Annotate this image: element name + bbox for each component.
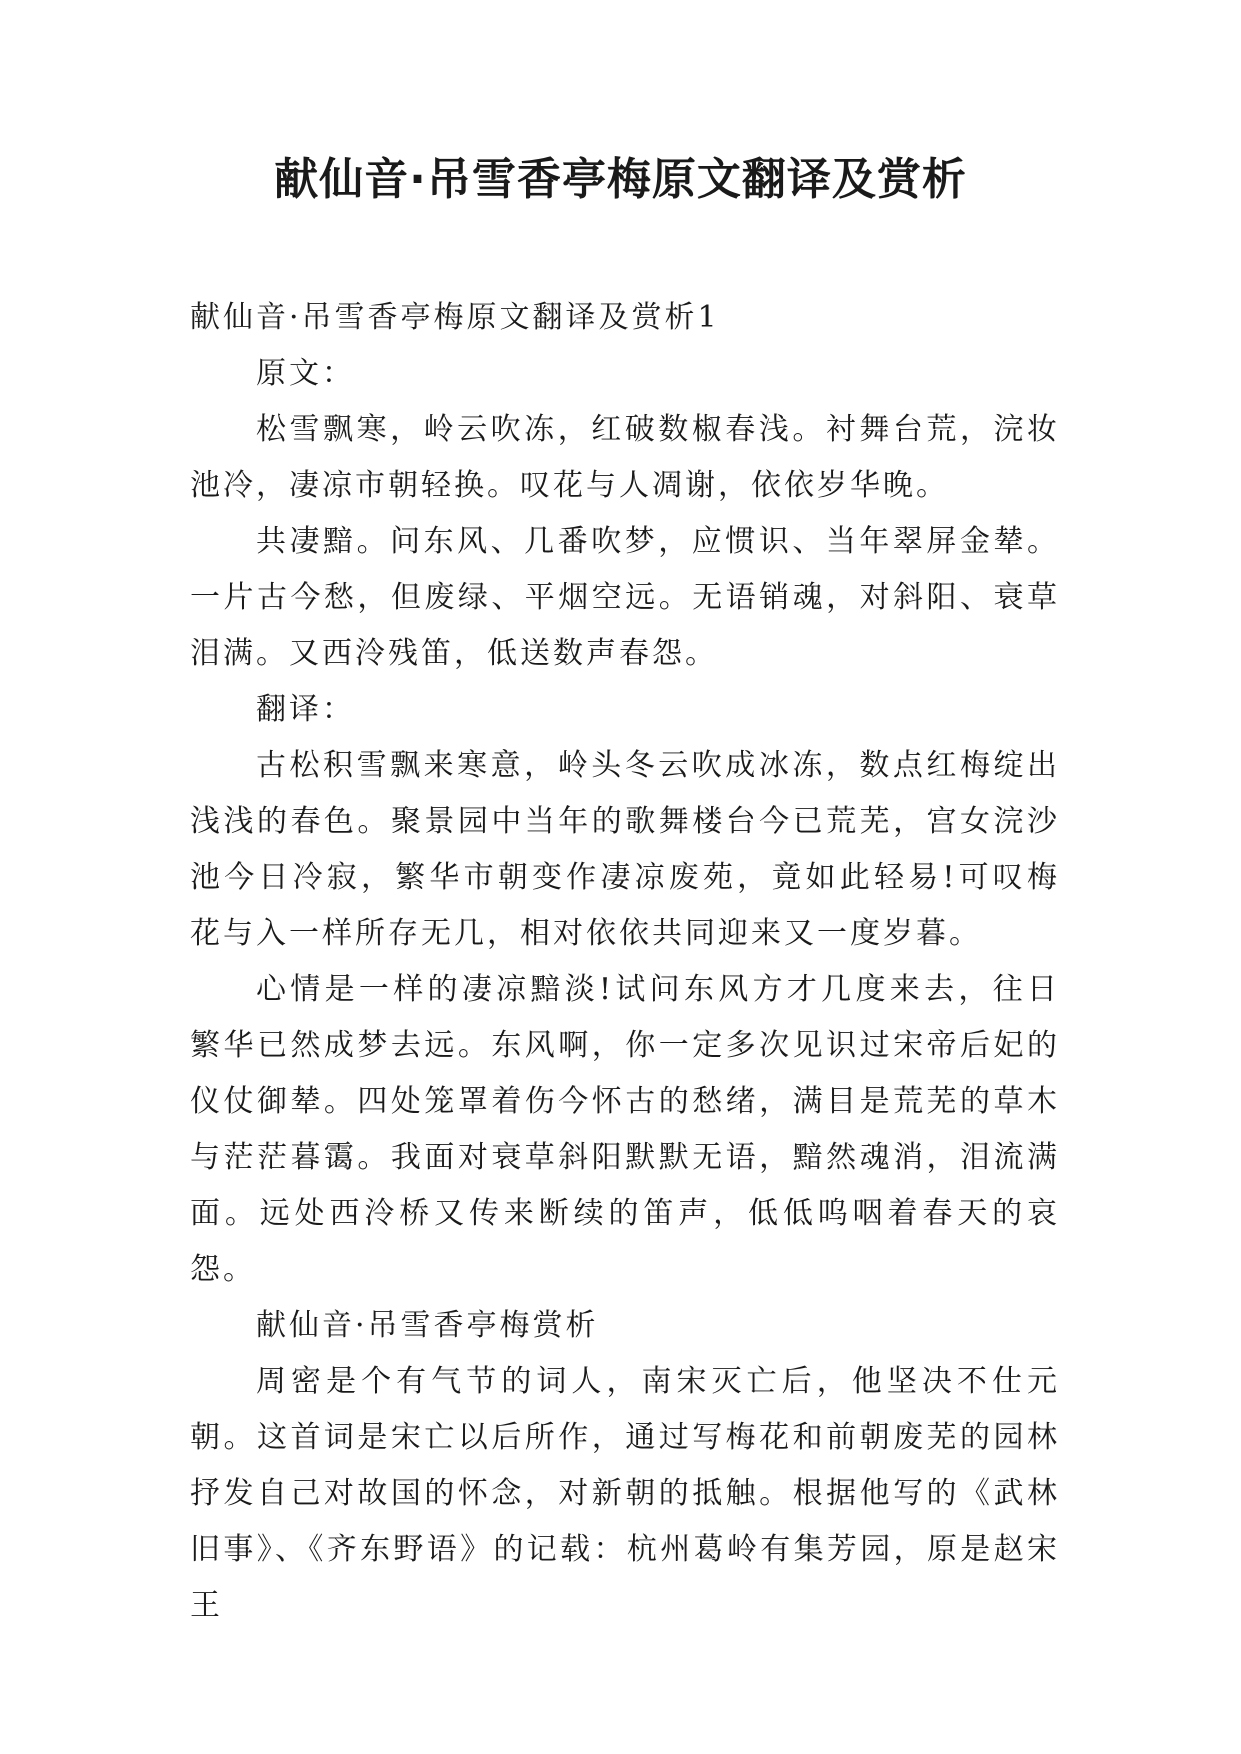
paragraph-original-label: 原文：	[256, 356, 355, 391]
paragraph-translation-1: 古松积雪飘来寒意，岭头冬云吹成冰冻，数点红梅绽出浅浅的春色。聚景园中当年的歌舞楼台今已荒芜，宫女浣沙池今日冷寂，繁华市朝变作凄凉废苑，竟如此轻易!可叹梅花与入一样所存无几，相对依依共同迎来又一度岁暮。	[190, 748, 1060, 951]
paragraph-translation-label: 翻译：	[256, 692, 355, 727]
paragraph-original-stanza-1: 松雪飘寒，岭云吹冻，红破数椒春浅。衬舞台荒，浣妆池冷，凄凉市朝轻换。叹花与人凋谢，依依岁华晚。	[190, 412, 1060, 503]
paragraph-translation-2: 心情是一样的凄凉黯淡!试问东风方才几度来去，往日繁华已然成梦去远。东风啊，你一定多次见识过宋帝后妃的仪仗御辇。四处笼罩着伤今怀古的愁绪，满目是荒芜的草木与茫茫暮霭。我面对衰草斜阳默默无语，黯然魂消，泪流满面。远处西泠桥又传来断续的笛声，低低呜咽着春天的哀怨。	[190, 972, 1060, 1287]
paragraph-heading-1: 献仙音·吊雪香亭梅原文翻译及赏析1	[190, 300, 720, 335]
document-body	[190, 290, 1060, 1634]
paragraph-analysis-heading: 献仙音·吊雪香亭梅赏析	[256, 1308, 599, 1343]
paragraph-original-stanza-2: 共凄黯。问东风、几番吹梦，应惯识、当年翠屏金辇。一片古今愁，但废绿、平烟空远。无语销魂，对斜阳、衰草泪满。又西泠残笛，低送数声春怨。	[190, 524, 1060, 671]
document-title: 献仙音·吊雪香亭梅原文翻译及赏析	[274, 154, 967, 205]
paragraph-analysis-1: 周密是个有气节的词人，南宋灭亡后，他坚决不仕元朝。这首词是宋亡以后所作，通过写梅花和前朝废芜的园林抒发自己对故国的怀念，对新朝的抵触。根据他写的《武林旧事》、《齐东野语》的记载：杭州葛岭有集芳园，原是赵宋王	[190, 1364, 1060, 1623]
